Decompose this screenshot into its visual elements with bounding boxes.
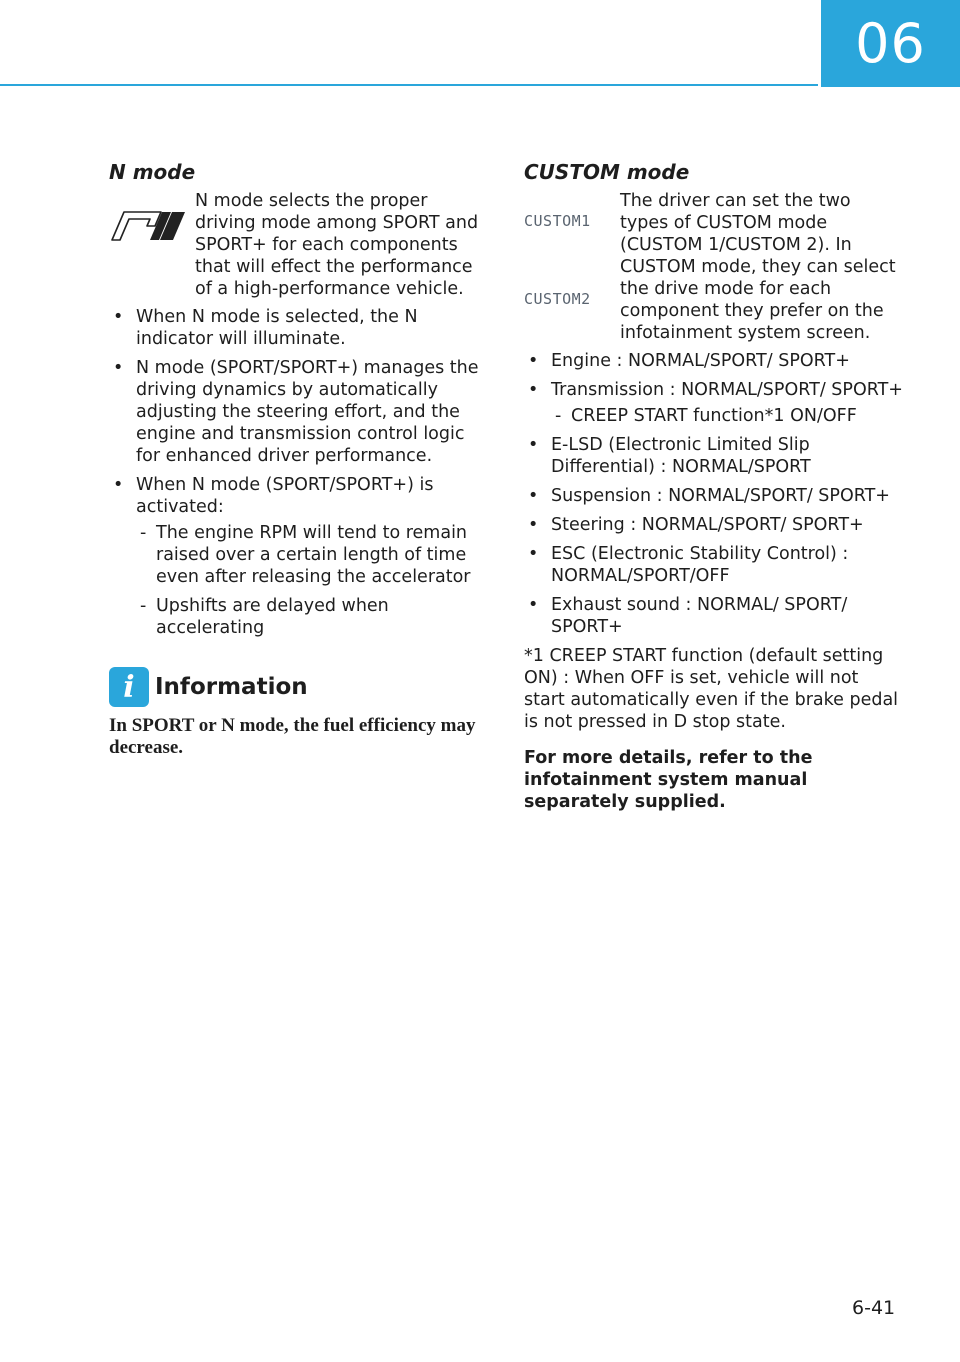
information-title: Information [155, 674, 308, 700]
list-item: • Engine : NORMAL/SPORT/ SPORT+ [528, 351, 850, 371]
custom-mode-bullets [524, 350, 904, 638]
chapter-tab: 06 [821, 0, 960, 87]
sub-list-item: - CREEP START function*1 ON/OFF [555, 406, 857, 426]
list-item: • N mode (SPORT/SPORT+) manages the driving dynamics by automatically adjusting the steering effort, and the engine and transmission control logic for enhanced driver performance. [113, 358, 479, 466]
creep-start-footnote: *1 CREEP START function (default setting ON) : When OFF is set, vehicle will not start automatically even if the brake pedal is not pressed in D stop state. [524, 646, 899, 732]
custom1-icon: CUSTOM1 [524, 212, 591, 230]
n-mode-intro: N mode selects the proper driving mode among SPORT and SPORT+ for each components that will effect the performance of a high-performance vehicle. [195, 191, 479, 299]
n-mode-sub-bullets [136, 522, 484, 639]
list-item: • E-LSD (Electronic Limited Slip Differential) : NORMAL/SPORT [528, 435, 811, 477]
n-logo-icon [109, 190, 195, 300]
infotainment-note: For more details, refer to the infotainment system manual separately supplied. [524, 748, 813, 812]
list-item: • Suspension : NORMAL/SPORT/ SPORT+ [528, 486, 890, 506]
custom-mode-title: CUSTOM mode [524, 160, 690, 184]
list-item: • Transmission : NORMAL/SPORT/ SPORT+ - CREEP START function*1 ON/OFF [528, 380, 903, 426]
sub-list-item: - Upshifts are delayed when accelerating [140, 596, 389, 638]
information-icon: i [109, 667, 149, 707]
custom-icons [524, 190, 620, 344]
information-header [109, 667, 484, 707]
header-divider [0, 84, 818, 86]
information-box [109, 667, 484, 759]
page-number: 6-41 [852, 1297, 896, 1319]
sub-list-item: - The engine RPM will tend to remain raised over a certain length of time even after releasing the accelerator [140, 523, 471, 587]
custom-mode-section [524, 160, 904, 813]
n-mode-section [109, 160, 484, 759]
list-item: • Exhaust sound : NORMAL/ SPORT/ SPORT+ [528, 595, 848, 637]
custom-mode-intro-row [524, 190, 904, 344]
n-mode-bullets [109, 306, 484, 639]
n-mode-title: N mode [109, 160, 196, 184]
list-item: • ESC (Electronic Stability Control) : NORMAL/SPORT/OFF [528, 544, 849, 586]
information-text: In SPORT or N mode, the fuel efficiency may decrease. [109, 715, 476, 758]
list-item: • When N mode (SPORT/SPORT+) is activated: - The engine RPM will tend to remain raised over a certain length of time even after releasing the accelerator - Upshifts are delayed when accelerating [109, 474, 484, 639]
custom2-icon: CUSTOM2 [524, 290, 591, 308]
custom-mode-intro: The driver can set the two types of CUSTOM mode (CUSTOM 1/CUSTOM 2). In CUSTOM mode, they can select the drive mode for each component they prefer on the infotainment system screen. [620, 191, 896, 343]
custom-mode-sub-bullets [551, 405, 904, 427]
list-item: • When N mode is selected, the N indicator will illuminate. [113, 307, 418, 349]
n-mode-intro-row [109, 190, 484, 300]
list-item: • Steering : NORMAL/SPORT/ SPORT+ [528, 515, 864, 535]
